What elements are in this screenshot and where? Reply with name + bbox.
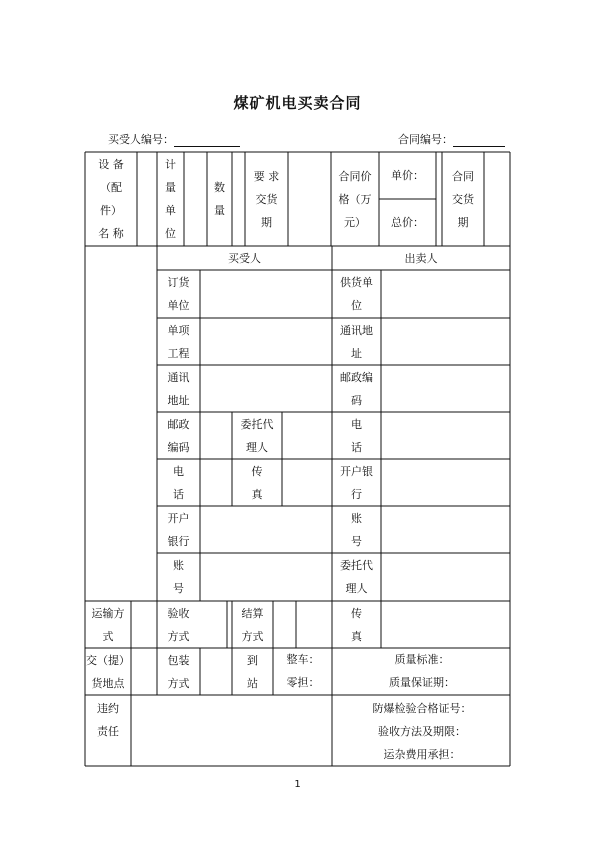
transport-method-label: 运输方 式 (91, 606, 125, 643)
buyer-agent-label: 委托代 理人 (240, 417, 274, 454)
buyer-header: 买受人 (228, 251, 261, 265)
buyer-postcode-label: 邮政 编码 (167, 417, 190, 454)
seller-supply-unit-label: 供货单 位 (340, 276, 373, 312)
buyer-project-label: 单项 工程 (167, 323, 190, 360)
to-station-label: 到 站 (247, 653, 258, 690)
freight-cost-label: 运杂费用承担： (383, 748, 461, 761)
contract-number-label: 合同编号： (398, 133, 453, 146)
equipment-name-label: 设 备 （配 件） 名 称 (98, 158, 124, 240)
seller-address-label: 通讯地 址 (340, 323, 373, 360)
packing-method-label: 包装 方式 (167, 653, 190, 690)
seller-account-label: 账 号 (351, 511, 362, 548)
total-price-label: 总价： (391, 216, 424, 229)
contract-delivery-label: 合同 交货 期 (452, 169, 474, 229)
quantity-label: 数 量 (214, 181, 225, 217)
seller-agent-label: 委托代 理人 (340, 559, 373, 595)
part-load-label: 零担： (286, 676, 320, 689)
buyer-phone-label: 电 话 (173, 464, 184, 501)
buyer-bank-label: 开户 银行 (167, 511, 190, 548)
acceptance-term-label: 验收方法及期限： (378, 725, 466, 738)
contract-price-label: 合同价 格（万 元） (338, 169, 372, 229)
acceptance-method-label: 验收 方式 (167, 606, 190, 643)
warranty-period-label: 质量保证期： (389, 676, 455, 689)
explosion-cert-label: 防爆检验合格证号： (372, 702, 472, 715)
quality-standard-label: 质量标准： (394, 653, 450, 666)
required-delivery-label: 要 求 交货 期 (253, 169, 280, 229)
buyer-fax-label: 传 真 (251, 464, 263, 501)
buyer-order-unit-label: 订货 单位 (167, 276, 190, 312)
full-load-label: 整车： (286, 653, 320, 666)
seller-phone-label: 电 话 (351, 417, 362, 454)
buyer-address-label: 通讯 地址 (167, 370, 190, 407)
page-number: 1 (294, 779, 301, 790)
settlement-method-label: 结算 方式 (241, 606, 264, 643)
seller-fax-label: 传 真 (351, 606, 362, 643)
unit-label: 计 量 单 位 (165, 158, 176, 240)
buyer-number-label: 买受人编号： (108, 133, 174, 146)
seller-bank-label: 开户银 行 (340, 464, 373, 501)
seller-postcode-label: 邮政编 码 (340, 370, 373, 407)
page-title: 煤矿机电买卖合同 (233, 94, 362, 112)
breach-liability-label: 违约 责任 (97, 702, 119, 738)
buyer-account-label: 账 号 (173, 559, 184, 595)
seller-header: 出卖人 (404, 251, 438, 265)
unit-price-label: 单价： (391, 169, 424, 182)
delivery-place-label: 交（提） 货地点 (86, 653, 130, 690)
